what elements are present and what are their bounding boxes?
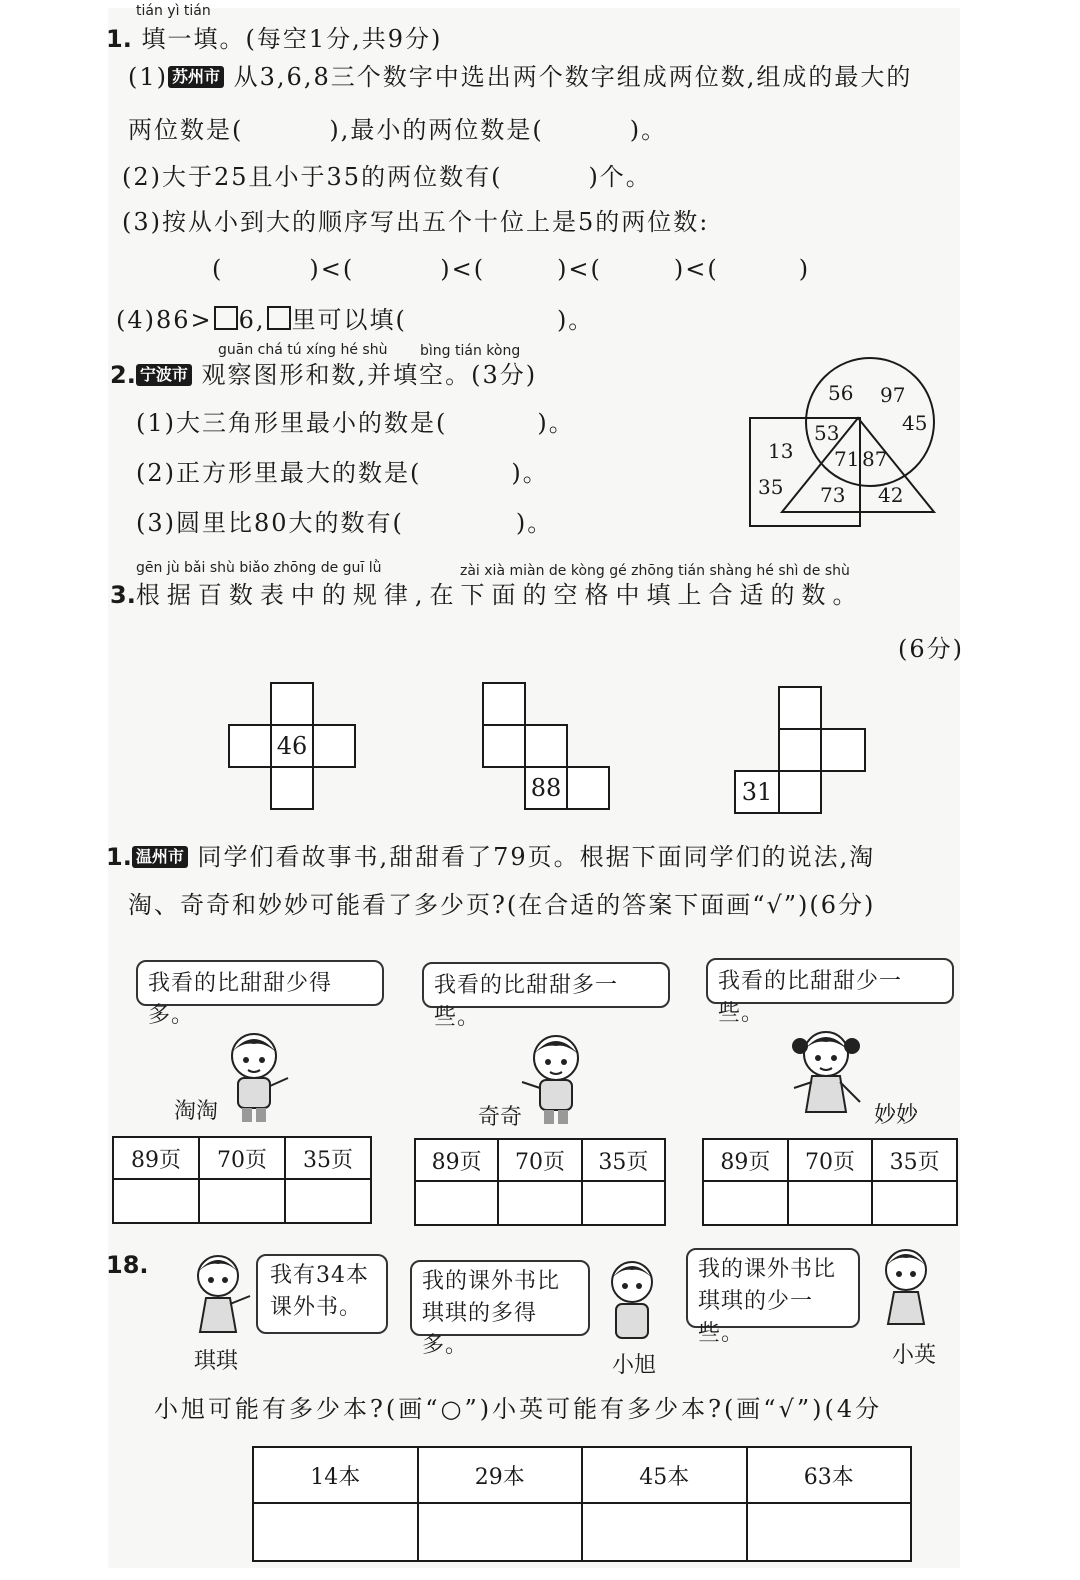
speech-line: 我的课外书比	[422, 1269, 561, 1294]
pinyin-annotation: guān chá tú xíng hé shù	[218, 342, 388, 358]
grid-cell-blank[interactable]	[778, 770, 822, 814]
figure-number: 73	[820, 483, 846, 507]
figure-number: 42	[878, 483, 904, 507]
option-cell: 89页	[113, 1137, 199, 1179]
question-title: 根据百数表中的规律,在下面的空格中填上合适的数。	[135, 581, 864, 609]
grid-cell-blank[interactable]	[566, 766, 610, 810]
sub-question-4	[116, 305, 594, 335]
speech-line: 我的课外书比	[698, 1257, 837, 1282]
sub-question-text: )。	[511, 459, 549, 487]
grid-cell-given: 46	[270, 724, 314, 768]
option-cell: 45本	[582, 1447, 747, 1503]
option-cell: 35页	[582, 1139, 665, 1181]
grid-cell-blank[interactable]	[482, 724, 526, 768]
square-shape	[750, 418, 860, 526]
question-heading	[106, 842, 875, 872]
question-text-line2: 淘、奇奇和妙妙可能看了多少页?(在合适的答案下面画“√”)(6分)	[128, 891, 876, 919]
answer-cell[interactable]	[418, 1503, 583, 1561]
sub-question-text: (1)大三角形里最小的数是(	[136, 409, 448, 437]
sub-question-text: 6,	[238, 306, 266, 334]
sub-question-text: (3)圆里比80大的数有(	[136, 509, 404, 537]
girl-illustration	[188, 1252, 254, 1338]
answer-cell[interactable]	[415, 1181, 498, 1225]
sub-question-2	[136, 458, 549, 488]
sub-question-label: (1)	[128, 63, 168, 91]
sub-question-3	[136, 508, 553, 538]
answer-cell[interactable]	[747, 1503, 912, 1561]
grid-cell-blank[interactable]	[778, 728, 822, 772]
sequence-bracket: )<(	[309, 255, 355, 283]
kid-name: 小旭	[612, 1353, 657, 1378]
answer-cell[interactable]	[498, 1181, 581, 1225]
speech-bubble: 我看的比甜甜多一些。	[422, 962, 670, 1008]
question-number: 2.	[110, 361, 136, 389]
sub-question-text: 从3,6,8三个数字中选出两个数字组成两位数,组成的最大的	[233, 63, 913, 91]
figure-number: 87	[862, 447, 888, 471]
question-number: 3.	[110, 581, 136, 609]
answer-cell[interactable]	[285, 1179, 371, 1223]
sequence-bracket: (	[212, 255, 224, 283]
answer-cell[interactable]	[703, 1181, 788, 1225]
sub-question-text: )。	[629, 116, 668, 144]
kid-name: 妙妙	[874, 1103, 919, 1128]
sub-question-text: )。	[515, 509, 554, 537]
kid-name: 琪琪	[194, 1349, 239, 1374]
score-label: (6分)	[898, 635, 964, 663]
sub-question-text: 两位数是(	[128, 116, 244, 144]
pinyin-annotation: tián yì tián	[136, 3, 211, 19]
grid-cell-given: 31	[734, 770, 780, 814]
grid-cell-blank[interactable]	[270, 682, 314, 726]
pinyin-annotation: zài xià miàn de kòng gé zhōng tián shàng hé shì de shù	[460, 563, 850, 579]
grid-cell-blank[interactable]	[820, 728, 866, 772]
figure-number: 35	[758, 475, 784, 499]
question-heading	[110, 360, 537, 390]
answer-cell[interactable]	[872, 1181, 957, 1225]
option-cell: 70页	[498, 1139, 581, 1181]
grid-cell-blank[interactable]	[482, 682, 526, 726]
speech-line: 我有34本	[270, 1263, 369, 1288]
girl-illustration	[874, 1244, 940, 1330]
kid-name: 小英	[892, 1343, 937, 1368]
speech-line: 琪琪的少一些。	[698, 1289, 814, 1346]
option-cell: 70页	[788, 1139, 873, 1181]
boy-illustration	[224, 1030, 294, 1125]
option-cell: 89页	[415, 1139, 498, 1181]
question-number: 1.	[106, 25, 132, 53]
grid-cell-blank[interactable]	[524, 724, 568, 768]
pinyin-annotation: bìng tián kòng	[420, 343, 521, 359]
sub-question-1	[128, 62, 912, 92]
question-text: 小旭可能有多少本?(画“○”)小英可能有多少本?(画“√”)(4分	[154, 1395, 883, 1423]
grid-cell-blank[interactable]	[228, 724, 272, 768]
question-heading	[106, 24, 442, 54]
boy-illustration	[600, 1258, 666, 1344]
speech-bubble: 我看的比甜甜少一些。	[706, 958, 954, 1004]
sub-question-text: (4)86>	[116, 306, 213, 334]
speech-bubble	[686, 1248, 860, 1346]
sub-question-text: )个。	[588, 163, 652, 191]
answer-cell[interactable]	[113, 1179, 199, 1223]
sub-question-text: (2)大于25且小于35的两位数有(	[122, 163, 503, 191]
answer-table	[702, 1138, 958, 1226]
figure-number: 53	[814, 421, 840, 445]
grid-cell-blank[interactable]	[270, 766, 314, 810]
answer-table	[414, 1138, 666, 1226]
figure-number: 45	[902, 411, 928, 435]
speech-line: 课外书。	[270, 1295, 363, 1320]
box-symbol	[267, 306, 291, 330]
answer-cell[interactable]	[788, 1181, 873, 1225]
option-cell: 35页	[285, 1137, 371, 1179]
question-heading	[110, 580, 863, 610]
answer-sequence	[212, 254, 810, 284]
sub-question-text: )。	[537, 409, 575, 437]
question-heading	[106, 1250, 149, 1280]
shape-figure	[744, 350, 944, 530]
sub-question-1-line2	[128, 115, 667, 145]
sub-question-text: ),最小的两位数是(	[329, 116, 544, 144]
answer-cell[interactable]	[582, 1503, 747, 1561]
grid-cell-blank[interactable]	[778, 686, 822, 730]
speech-bubble: 我看的比甜甜少得多。	[136, 960, 384, 1006]
option-cell: 63本	[747, 1447, 912, 1503]
question-number: 18.	[106, 1251, 149, 1279]
speech-bubble	[410, 1260, 590, 1358]
sub-question-text: )。	[556, 306, 595, 334]
option-cell: 29本	[418, 1447, 583, 1503]
sequence-bracket: )<(	[557, 255, 602, 283]
sub-question-2	[122, 162, 652, 192]
boy-illustration	[520, 1032, 590, 1127]
box-blank[interactable]	[214, 306, 238, 330]
girl-illustration	[790, 1026, 870, 1121]
answer-table	[112, 1136, 372, 1224]
sub-question-text: (2)正方形里最大的数是(	[136, 459, 422, 487]
pinyin-annotation: gēn jù bǎi shù biǎo zhōng de guī lǜ	[136, 560, 382, 576]
region-tag: 温州市	[132, 846, 188, 868]
option-cell: 14本	[253, 1447, 418, 1503]
region-tag: 苏州市	[168, 66, 224, 88]
sequence-bracket: )	[798, 255, 811, 283]
kid-name: 淘淘	[174, 1099, 219, 1124]
speech-line: 琪琪的多得多。	[422, 1301, 538, 1358]
sequence-bracket: )<(	[673, 255, 719, 283]
option-cell: 35页	[872, 1139, 957, 1181]
answer-table	[252, 1446, 912, 1562]
answer-cell[interactable]	[253, 1503, 418, 1561]
kid-name: 奇奇	[478, 1105, 523, 1130]
answer-cell[interactable]	[199, 1179, 285, 1223]
question-number: 1.	[106, 843, 132, 871]
figure-number: 97	[880, 383, 906, 407]
figure-number: 56	[828, 381, 854, 405]
question-title: 填一填。(每空1分,共9分)	[141, 25, 443, 53]
speech-bubble	[256, 1254, 388, 1334]
region-tag: 宁波市	[136, 364, 192, 386]
option-cell: 70页	[199, 1137, 285, 1179]
grid-cell-given: 88	[524, 766, 568, 810]
sub-question-text: 里可以填(	[291, 306, 407, 334]
sub-question-1	[136, 408, 575, 438]
question-text: 同学们看故事书,甜甜看了79页。根据下面同学们的说法,淘	[197, 843, 876, 871]
answer-cell[interactable]	[582, 1181, 665, 1225]
sequence-bracket: )<(	[440, 255, 486, 283]
grid-cell-blank[interactable]	[312, 724, 356, 768]
figure-number: 13	[768, 439, 794, 463]
option-cell: 89页	[703, 1139, 788, 1181]
figure-number: 71	[834, 447, 860, 471]
sub-question-3: (3)按从小到大的顺序写出五个十位上是5的两位数:	[122, 208, 710, 236]
question-title: 观察图形和数,并填空。(3分)	[201, 361, 538, 389]
